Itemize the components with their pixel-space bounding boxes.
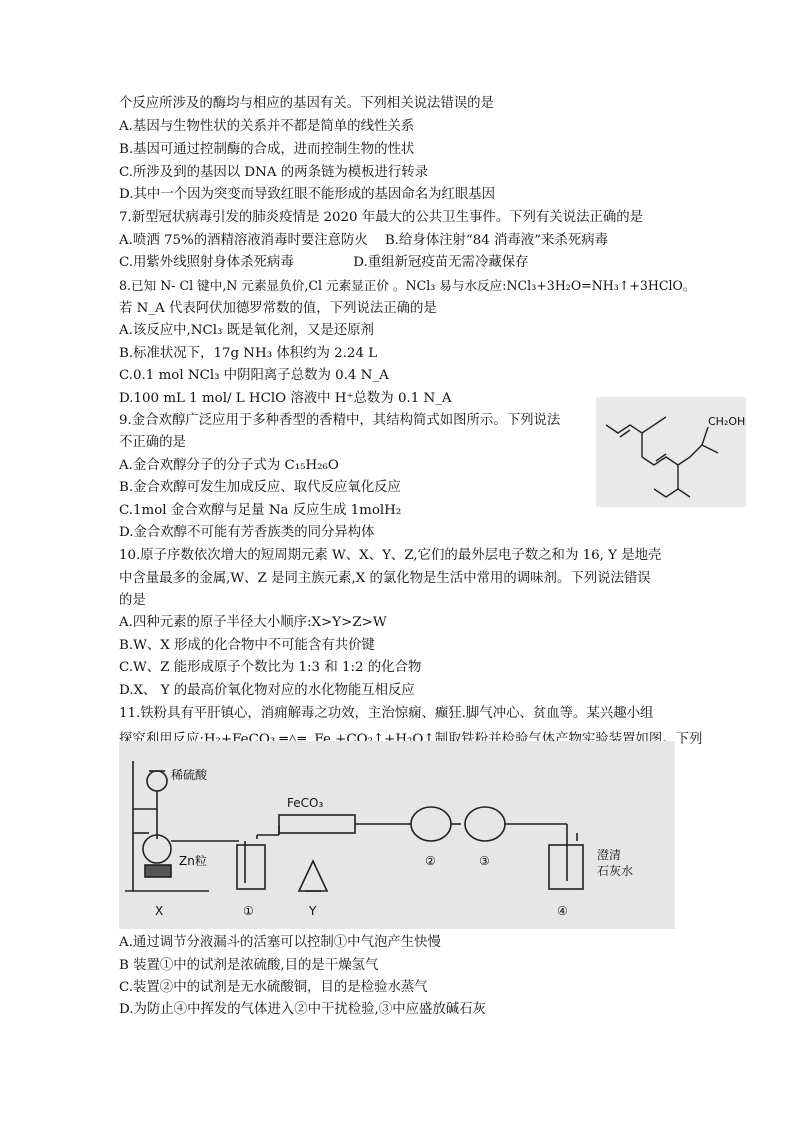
tube-2-label: ② — [425, 854, 436, 868]
text-line: D.100 mL 1 mol/ L HClO 溶液中 H⁺总数为 0.1 N_A — [119, 391, 452, 406]
text-line: 中含量最多的金属,W、Z 是同主族元素,X 的氯化物是生活中常用的调味剂。下列说法错误 — [119, 571, 651, 586]
text-line: 11.铁粉具有平肝镇心，消痈解毒之功效，主治惊痫、癫狂.脚气冲心、贫血等。某兴趣小组 — [119, 706, 654, 721]
text-line: C.装置②中的试剂是无水硫酸铜，目的是检验水蒸气 — [119, 980, 428, 995]
text-line: D.为防止④中挥发的气体进入②中干扰检验,③中应盛放碱石灰 — [119, 1002, 486, 1017]
text-line: D.金合欢醇不可能有芳香族类的同分异构体 — [119, 525, 375, 540]
text-line: B.金合欢醇可发生加成反应、取代反应氧化反应 — [119, 480, 401, 495]
text-line: 若 N_A 代表阿伏加德罗常数的值，下列说法正确的是 — [119, 301, 437, 316]
hydroxymethyl-label: CH₂OH — [708, 415, 746, 428]
text-line: 的是 — [119, 593, 146, 608]
text-line: A.喷洒 75%的酒精溶液消毒时要注意防火 B.给身体注射“84 消毒液”来杀死病毒 — [119, 233, 608, 248]
text-line: C.用紫外线照射身体杀死病毒 D.重组新冠疫苗无需冷藏保存 — [119, 255, 529, 270]
zinc-granules-label: Zn粒 — [179, 854, 207, 868]
text-line: A.该反应中,NCl₃ 既是氧化剂，又是还原剂 — [119, 323, 374, 338]
apparatus-y-label: Y — [309, 904, 317, 918]
text-line: C.1mol 金合欢醇与足量 Na 反应生成 1molH₂ — [119, 503, 402, 518]
text-line: C.所涉及到的基因以 DNA 的两条链为模板进行转录 — [119, 165, 429, 180]
feco3-label: FeCO₃ — [287, 796, 324, 810]
tube-3-label: ③ — [479, 854, 490, 868]
text-line: 9.金合欢醇广泛应用于多种香型的香精中，其结构简式如图所示。下列说法 — [119, 413, 561, 428]
limewater-label-line1: 澄清 — [597, 848, 622, 862]
text-line: A.基因与生物性状的关系并不都是简单的线性关系 — [119, 119, 415, 134]
bottle-1-label: ① — [243, 904, 254, 918]
apparatus-x-label: X — [155, 904, 164, 918]
dilute-sulfuric-acid-label: 稀硫酸 — [171, 768, 208, 782]
text-line: A.四种元素的原子半径大小顺序:X>Y>Z>W — [119, 615, 387, 630]
text-line: 7.新型冠状病毒引发的肺炎疫情是 2020 年最大的公共卫生事件。下列有关说法正确的是 — [119, 210, 644, 225]
limewater-label-line2: 石灰水 — [597, 864, 634, 878]
text-line: D.X、 Y 的最高价氧化物对应的水化物能互相反应 — [119, 683, 415, 698]
text-line: 8.已知 N- Cl 键中,N 元素显负价,Cl 元素显正价 。NCl₃ 易与水反应:NCl₃+3H₂O=NH₃↑+3HClO。 — [119, 278, 696, 293]
text-line: 个反应所涉及的酶均与相应的基因有关。下列相关说法错误的是 — [119, 96, 494, 111]
text-line: B 装置①中的试剂是浓硫酸,目的是干燥氢气 — [119, 958, 379, 973]
text-line: C.W、Z 能形成原子个数比为 1:3 和 1:2 的化合物 — [119, 660, 422, 675]
text-line: B.基因可通过控制酶的合成，进而控制生物的性状 — [119, 142, 415, 157]
text-line: 10.原子序数依次增大的短周期元素 W、X、Y、Z,它们的最外层电子数之和为 16, Y 是地壳 — [119, 548, 662, 563]
text-line: 说法不正确的是 — [119, 755, 213, 770]
text-line: A.通过调节分液漏斗的活塞可以控制①中气泡产生快慢 — [119, 935, 441, 950]
experiment-apparatus-figure — [119, 741, 675, 929]
farnesol-structure-figure — [596, 397, 746, 507]
text-line: 不正确的是 — [119, 435, 186, 450]
text-line: A.金合欢醇分子的分子式为 C₁₅H₂₆O — [119, 458, 339, 473]
text-line: B.W、X 形成的化合物中不可能含有共价键 — [119, 638, 375, 653]
text-line: B.标准状况下，17g NH₃ 体积约为 2.24 L — [119, 346, 378, 361]
text-line: D.其中一个因为突变而导致红眼不能形成的基因命名为红眼基因 — [119, 187, 496, 202]
text-line: C.0.1 mol NCl₃ 中阴阳离子总数为 0.4 N_A — [119, 368, 389, 383]
text-line: 探究利用反应:H₂+FeCO₃ ═△═ Fe +CO₂↑+H₂O↑制取铁粉并检验气体产物实验装置如图。下列 — [119, 732, 703, 747]
bottle-4-label: ④ — [557, 904, 568, 918]
